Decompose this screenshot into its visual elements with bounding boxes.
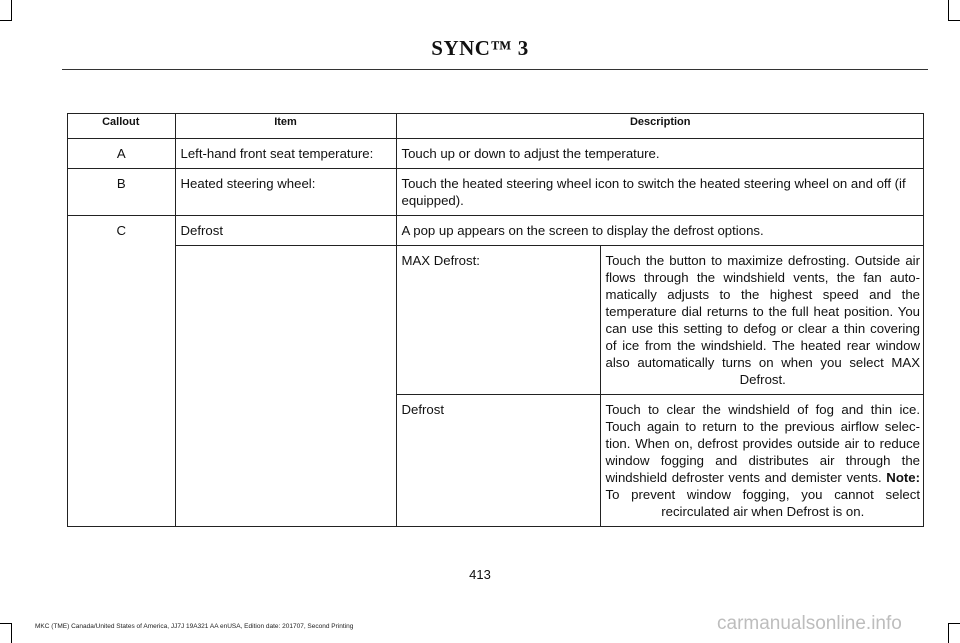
table-left-border <box>67 113 68 527</box>
description-cell: Touch up or down to adjust the temperature. <box>396 139 924 169</box>
item-cell: Heated steering wheel: <box>175 169 396 216</box>
subitem-cell: Defrost <box>396 395 600 527</box>
crop-mark-top-left-h <box>0 20 12 21</box>
table-header-row <box>67 114 924 139</box>
column-header-callout: Callout <box>67 114 175 139</box>
callout-cell: B <box>67 169 175 216</box>
crop-mark-bottom-right-h <box>948 623 960 624</box>
crop-mark-top-right-h <box>948 20 960 21</box>
callout-table <box>67 113 924 527</box>
item-cell: Left-hand front seat temperature: <box>175 139 396 169</box>
subdescription-cell <box>600 395 924 527</box>
subdescription-text: Touch to clear the windshield of fog and thin ice. Touch again to return to the previous airflow selec-tion. When on, defrost provides outside air to reduce window fogging and distributes air through the windshield defroster vents and demister vents. <box>605 402 920 485</box>
callout-cell: C <box>67 216 175 527</box>
crop-mark-bottom-left-h <box>0 623 12 624</box>
item-cell: Defrost <box>175 216 396 246</box>
crop-mark-top-left-v <box>11 0 12 20</box>
description-cell: Touch the heated steering wheel icon to switch the heated steering wheel on and off (if equipped). <box>396 169 924 216</box>
header-rule <box>62 69 928 70</box>
note-text: To prevent window fogging, you cannot select recirculated air when Defrost is on. <box>605 487 920 519</box>
column-header-item: Item <box>175 114 396 139</box>
table-row <box>67 169 924 216</box>
crop-mark-bottom-right-v <box>948 623 949 643</box>
page-number: 413 <box>469 567 491 582</box>
crop-mark-bottom-left-v <box>11 623 12 643</box>
subitem-cell: MAX Defrost: <box>396 246 600 395</box>
description-cell: A pop up appears on the screen to display the defrost options. <box>396 216 924 246</box>
callout-cell: A <box>67 139 175 169</box>
watermark-text: carmanualsonline.info <box>717 613 902 634</box>
footer-edition-info: MKC (TME) Canada/United States of America, JJ7J 19A321 AA enUSA, Edition date: 201707, Second Printing <box>35 623 354 630</box>
table-row <box>67 139 924 169</box>
item-cell-empty <box>175 246 396 527</box>
table-row <box>67 216 924 246</box>
note-label: Note: <box>886 470 920 485</box>
page-header-title: SYNC™ 3 <box>431 36 529 60</box>
table-subrow <box>67 246 924 395</box>
table-right-border <box>923 113 924 527</box>
subdescription-cell: Touch the button to maximize defrosting. Outside air flows through the windshield vents, the fan auto-matically adjusts to the highest speed and the temperature dial returns to the full heat position. You can use this setting to defog or clear a thin covering of ice from the windshield. The heated rear window also automatically turns on when you select MAX Defrost. <box>600 246 924 395</box>
column-header-description: Description <box>396 114 924 139</box>
crop-mark-top-right-v <box>948 0 949 20</box>
